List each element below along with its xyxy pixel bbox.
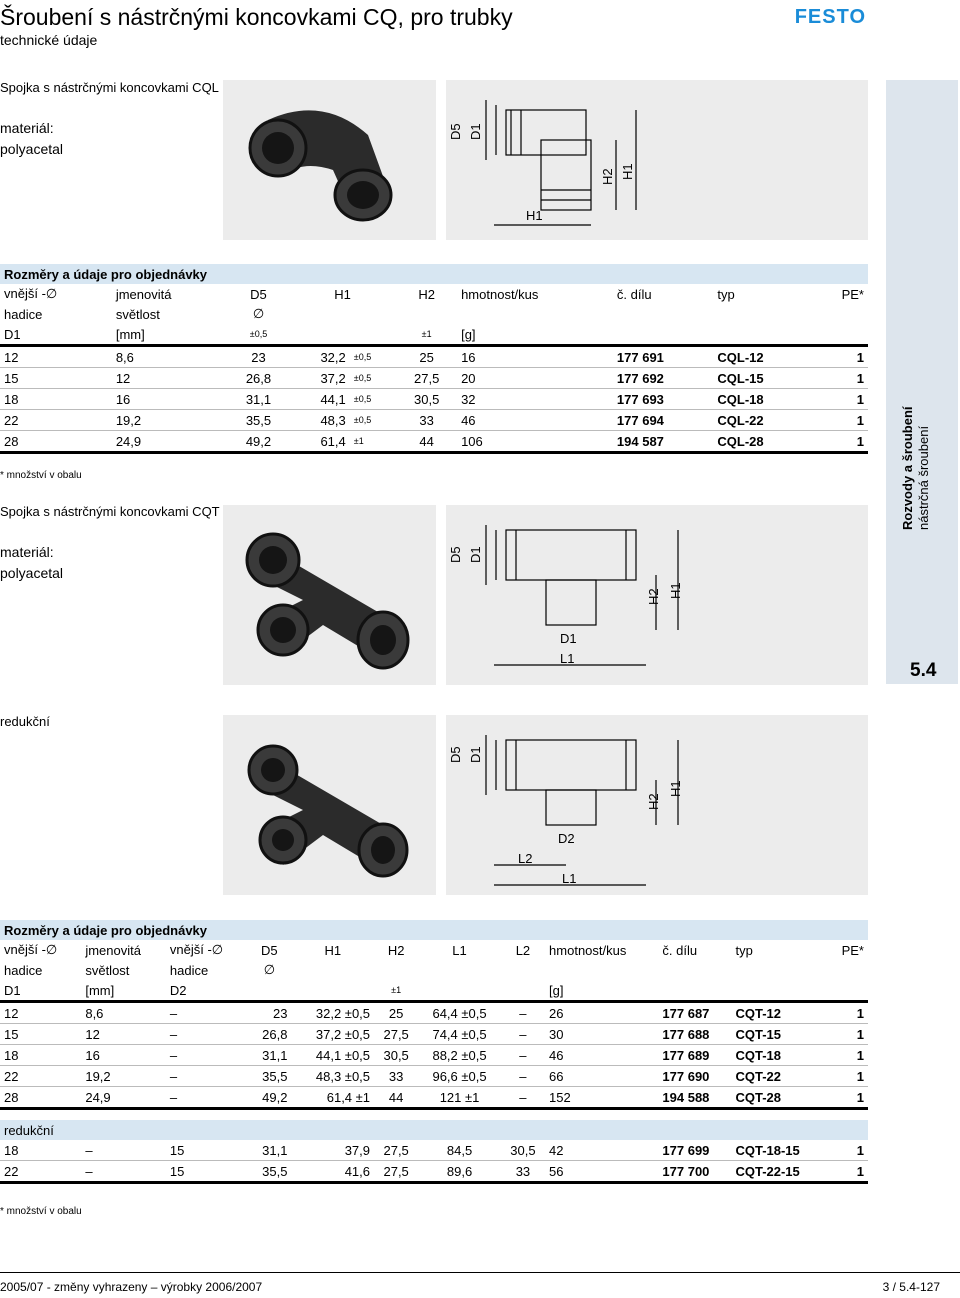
th-cislo: č. dílu bbox=[613, 284, 713, 304]
table-row: 15 12 26,8 37,2 ±0,5 27,5 20 177 692 CQL-15 1 bbox=[0, 368, 868, 389]
festo-logo: FESTO bbox=[794, 6, 866, 28]
section1-material bbox=[0, 118, 63, 160]
table-row: 22 19,2 – 35,5 48,3 ±0,5 33 96,6 ±0,5 – 66 177 690 CQT-22 1 bbox=[0, 1066, 868, 1087]
section1-heading: Spojka s nástrčnými koncovkami CQL bbox=[0, 80, 219, 95]
cql-rows bbox=[0, 346, 868, 453]
th2-svetlost: světlost bbox=[112, 304, 228, 324]
cqt-photo bbox=[223, 505, 436, 685]
th-pe: PE* bbox=[828, 940, 868, 960]
cqt-technical-drawing bbox=[446, 505, 868, 685]
cqt-rows bbox=[0, 1002, 868, 1183]
th-h1: H1 bbox=[291, 940, 374, 960]
sidebar-line2: nástrčná šroubení bbox=[916, 425, 931, 530]
cqt-photo-image bbox=[223, 505, 436, 685]
table-row: 12 8,6 – 23 32,2 ±0,5 25 64,4 ±0,5 – 26 177 687 CQT-12 1 bbox=[0, 1002, 868, 1024]
table-row: 22 19,2 35,5 48,3 ±0,5 33 46 177 694 CQL-22 1 bbox=[0, 410, 868, 431]
cqt-reduction-photo bbox=[223, 715, 436, 895]
table1-footnote: * množství v obalu bbox=[0, 470, 82, 481]
th-pe: PE* bbox=[812, 284, 868, 304]
sidebar-line1: Rozvody a šroubení bbox=[900, 406, 915, 530]
section2-material bbox=[0, 542, 63, 584]
th2-hadice: hadice bbox=[0, 304, 112, 324]
cql-label-h1: H1 bbox=[526, 208, 543, 223]
material-value: polyacetal bbox=[0, 141, 64, 157]
th3-tol-h2: ±1 bbox=[374, 980, 418, 1002]
cqt-label-h2: H2 bbox=[646, 588, 661, 605]
th3-mm: [mm] bbox=[112, 324, 228, 346]
th-cislo: č. dílu bbox=[658, 940, 731, 960]
sidebar-tab bbox=[886, 80, 958, 684]
section3-heading: redukční bbox=[0, 714, 50, 729]
th-hmotnost: hmotnost/kus bbox=[457, 284, 613, 304]
th-d5: D5 bbox=[247, 940, 291, 960]
cqt-label-h1: H1 bbox=[668, 582, 683, 599]
section2-heading: Spojka s nástrčnými koncovkami CQT bbox=[0, 504, 220, 519]
page-number: 3 / 5.4-127 bbox=[882, 1280, 940, 1294]
th2-hadice: hadice bbox=[0, 960, 81, 980]
table-row: 18 – 15 31,1 37,9 27,5 84,5 30,5 42 177 699 CQT-18-15 1 bbox=[0, 1140, 868, 1161]
th-typ: typ bbox=[713, 284, 812, 304]
cqt-reduction-photo-image bbox=[223, 715, 436, 895]
table-row: 18 16 – 31,1 44,1 ±0,5 30,5 88,2 ±0,5 – 46 177 689 CQT-18 1 bbox=[0, 1045, 868, 1066]
th-hmotnost: hmotnost/kus bbox=[545, 940, 658, 960]
cql-label-h1-vert: H1 bbox=[620, 163, 635, 180]
cql-photo bbox=[223, 80, 436, 240]
th-typ: typ bbox=[731, 940, 827, 960]
cql-order-table bbox=[0, 264, 868, 454]
th3-d1: D1 bbox=[0, 324, 112, 346]
cqt-order-table bbox=[0, 920, 868, 1184]
table-row: 15 12 – 26,8 37,2 ±0,5 27,5 74,4 ±0,5 – 30 177 688 CQT-15 1 bbox=[0, 1024, 868, 1045]
table-row: 12 8,6 23 32,2 ±0,5 25 16 177 691 CQL-12 1 bbox=[0, 346, 868, 368]
sidebar-category bbox=[900, 406, 932, 530]
material-label: materiál: bbox=[0, 544, 54, 560]
th-h2: H2 bbox=[374, 940, 418, 960]
cqt-reduction-drawing bbox=[446, 715, 868, 895]
th-vnejsi-d2: vnější -∅ bbox=[166, 940, 247, 960]
th3-g: [g] bbox=[545, 980, 658, 1002]
cqt-table-title: Rozměry a údaje pro objednávky bbox=[0, 920, 868, 940]
th-vnejsi: vnější -∅ bbox=[0, 284, 112, 304]
reduction-subtitle: redukční bbox=[0, 1120, 868, 1140]
cqt-reduction-technical-drawing bbox=[446, 715, 868, 895]
cqt-label-d1-bottom: D1 bbox=[560, 631, 577, 646]
cql-label-d1: D1 bbox=[468, 123, 483, 140]
sidebar-number: 5.4 bbox=[910, 660, 937, 681]
cqt-red-label-h1: H1 bbox=[668, 780, 683, 797]
th3-tol-h2: ±1 bbox=[396, 324, 457, 346]
table-row: 18 16 31,1 44,1 ±0,5 30,5 32 177 693 CQL-18 1 bbox=[0, 389, 868, 410]
cql-technical-drawing bbox=[446, 80, 868, 240]
cql-label-d5: D5 bbox=[448, 123, 463, 140]
cqt-label-d1: D1 bbox=[468, 546, 483, 563]
cqt-red-label-l2: L2 bbox=[518, 851, 533, 866]
th3-tol-d5: ±0,5 bbox=[228, 324, 289, 346]
cqt-drawing bbox=[446, 505, 868, 685]
th3-d1: D1 bbox=[0, 980, 81, 1002]
cqt-red-label-l1: L1 bbox=[562, 871, 577, 886]
th2-hadice2: hadice bbox=[166, 960, 247, 980]
th-jmenovita: jmenovitá bbox=[81, 940, 166, 960]
footer-divider bbox=[0, 1272, 960, 1273]
table2-footnote: * množství v obalu bbox=[0, 1206, 82, 1217]
cqt-label-l1: L1 bbox=[560, 651, 575, 666]
th3-mm: [mm] bbox=[81, 980, 166, 1002]
cql-label-h2: H2 bbox=[600, 168, 615, 185]
page-title: Šroubení s nástrčnými koncovkami CQ, pro trubky bbox=[0, 4, 513, 30]
table-row: 22 – 15 35,5 41,6 27,5 89,6 33 56 177 700 CQT-22-15 1 bbox=[0, 1161, 868, 1183]
th-h2: H2 bbox=[396, 284, 457, 304]
cql-table-title: Rozměry a údaje pro objednávky bbox=[0, 264, 868, 284]
th-l2: L2 bbox=[501, 940, 545, 960]
table-row: 28 24,9 49,2 61,4 ±1 44 106 194 587 CQL-28 1 bbox=[0, 431, 868, 453]
th-h1: H1 bbox=[289, 284, 396, 304]
page-subtitle: technické údaje bbox=[0, 32, 98, 48]
cqt-red-label-d1: D1 bbox=[468, 746, 483, 763]
th-vnejsi-d1: vnější -∅ bbox=[0, 940, 81, 960]
table-row: 28 24,9 – 49,2 61,4 ±1 44 121 ±1 – 152 194 588 CQT-28 1 bbox=[0, 1087, 868, 1109]
th3-d2: D2 bbox=[166, 980, 247, 1002]
cqt-red-label-d5: D5 bbox=[448, 746, 463, 763]
footer-notice: 2005/07 - změny vyhrazeny – výrobky 2006/2007 bbox=[0, 1280, 263, 1294]
cql-photo-image bbox=[223, 80, 436, 240]
material-value: polyacetal bbox=[0, 565, 64, 581]
th2-diam: ∅ bbox=[247, 960, 291, 980]
th2-diam: ∅ bbox=[228, 304, 289, 324]
cql-drawing bbox=[446, 80, 868, 240]
cqt-red-label-d2: D2 bbox=[558, 831, 575, 846]
th2-svetlost: světlost bbox=[81, 960, 166, 980]
cqt-red-label-h2: H2 bbox=[646, 793, 661, 810]
material-label: materiál: bbox=[0, 120, 54, 136]
th-d5: D5 bbox=[228, 284, 289, 304]
th-jmenovita: jmenovitá bbox=[112, 284, 228, 304]
th3-g: [g] bbox=[457, 324, 613, 346]
cqt-label-d5: D5 bbox=[448, 546, 463, 563]
th-l1: L1 bbox=[418, 940, 501, 960]
